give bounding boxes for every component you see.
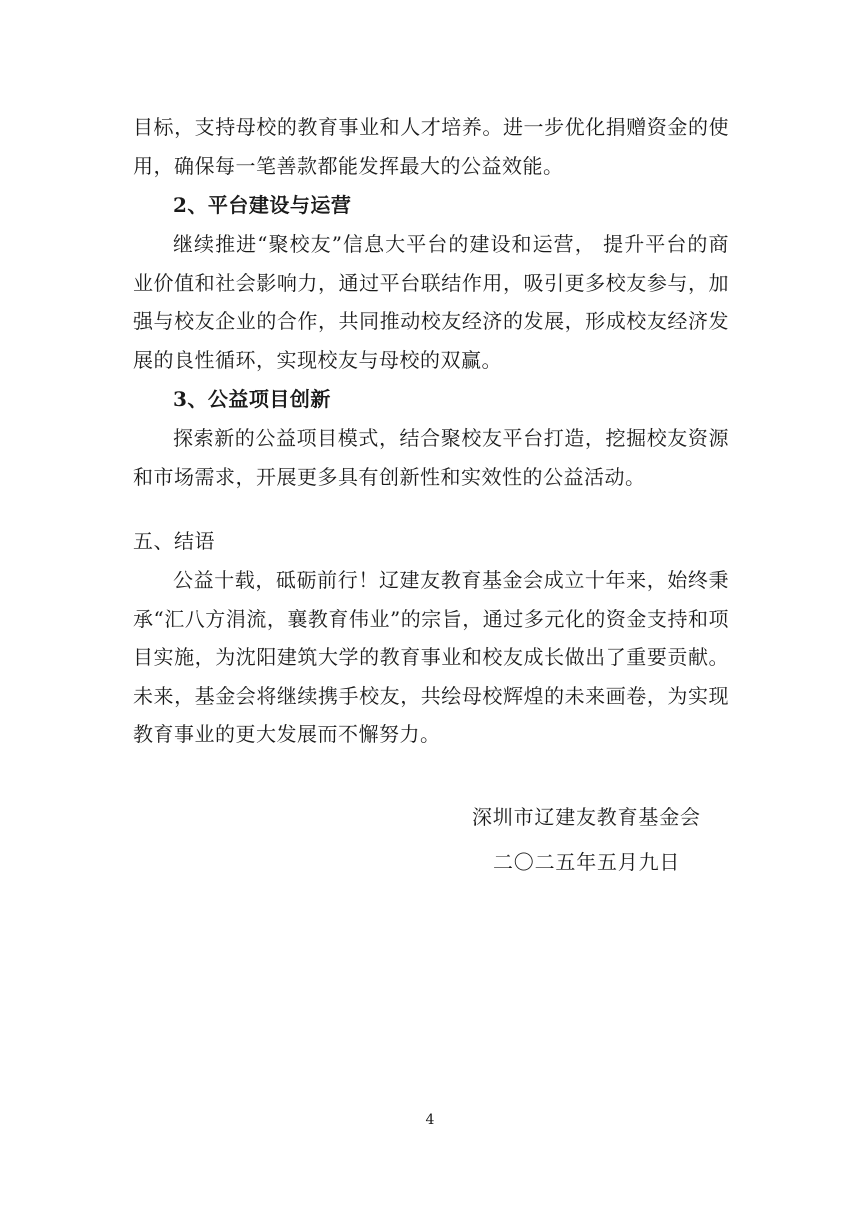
paragraph-continued: 目标，支持母校的教育事业和人才培养。进一步优化捐赠资金的使用，确保每一笔善款都能发挥最大的公益效能。 (133, 115, 729, 178)
subheading-platform: 2、平台建设与运营 (173, 193, 352, 217)
paragraph-conclusion: 公益十载，砥砺前行！辽建友教育基金会成立十年来，始终秉承“汇八方涓流，襄教育伟业”的宗旨，通过多元化的资金支持和项目实施，为沈阳建筑大学的教育事业和校友成长做出了重要贡献。未来，基金会将继续携手校友，共绘母校辉煌的未来画卷，为实现教育事业的更大发展而不懈努力。 (133, 568, 729, 747)
subheading-innovation: 3、公益项目创新 (173, 387, 331, 411)
signature-date: 二〇二五年五月九日 (493, 850, 681, 874)
section-heading-conclusion: 五、结语 (133, 529, 215, 553)
paragraph-innovation: 探索新的公益项目模式，结合聚校友平台打造，挖掘校友资源和市场需求，开展更多具有创新性和实效性的公益活动。 (133, 426, 729, 489)
paragraph-platform: 继续推进“聚校友”信息大平台的建设和运营， 提升平台的商业价值和社会影响力，通过平台联结作用，吸引更多校友参与，加强与校友企业的合作，共同推动校友经济的发展，形成校友经济发展的良性循环，实现校友与母校的双赢。 (133, 232, 729, 372)
signature-organization: 深圳市辽建友教育基金会 (472, 805, 701, 829)
page-number: 4 (425, 1112, 435, 1128)
